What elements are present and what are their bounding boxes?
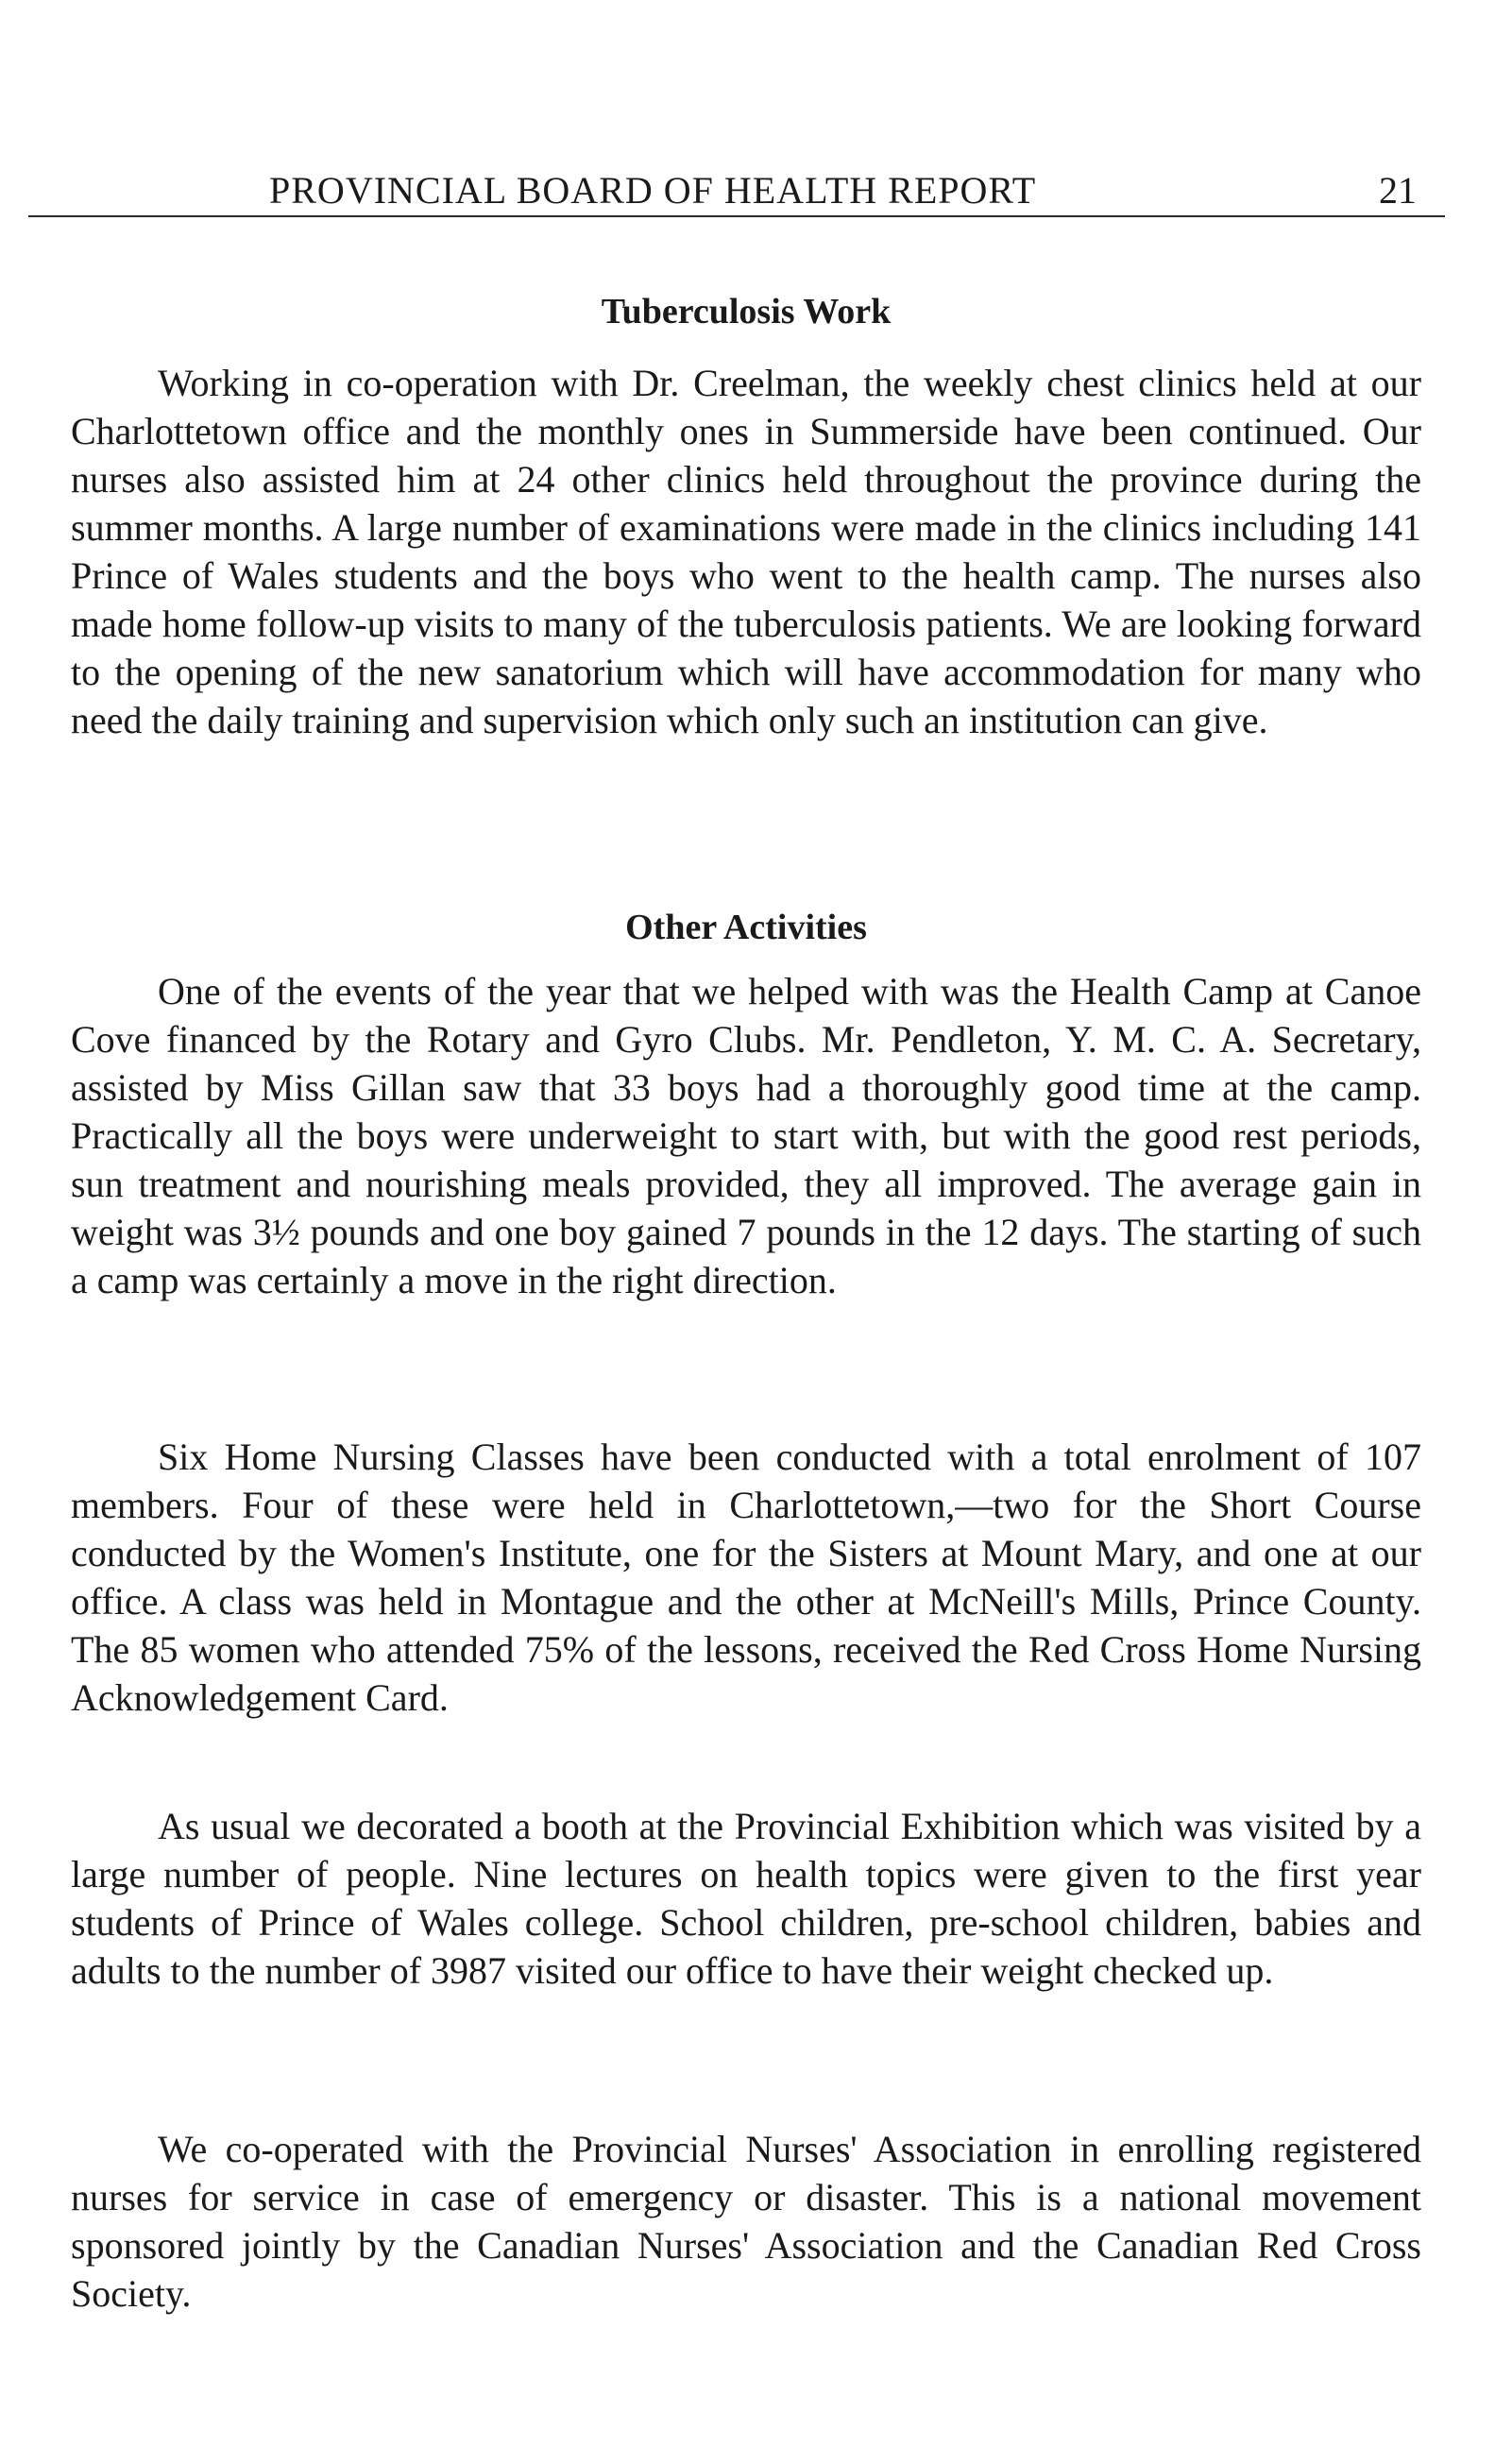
running-header: [28, 168, 1445, 217]
paragraph: Working in co-operation with Dr. Creelman, the weekly chest clinics held at our Charlottetown office and the monthly ones in Summerside have been continued. Our nurses also assisted him at 24 other clinics held throughout the province during the summer months. A large number of examinations were made in the clinics including 141 Prince of Wales students and the boys who went to the health camp. The nurses also made home follow-up visits to many of the tuberculosis patients. We are looking forward to the opening of the new sanatorium which will have accommodation for many who need the daily training and supervision which only such an institution can give.: [71, 362, 1421, 741]
running-title: PROVINCIAL BOARD OF HEALTH REPORT: [269, 169, 1037, 212]
paragraph: As usual we decorated a booth at the Provincial Exhibition which was visited by a large number of people. Nine lectures on health topics were given to the first year students of Prince of Wales college. School children, pre-school children, babies and adults to the number of 3987 visited our office to have their weight checked up.: [71, 1805, 1421, 1992]
paragraph-health-camp-block: [71, 967, 1421, 1304]
paragraph-nurses-association-block: [71, 2125, 1421, 2318]
section-heading-tuberculosis-work: Tuberculosis Work: [601, 292, 892, 331]
section-heading-other-activities: Other Activities: [625, 908, 867, 947]
paragraph-exhibition-block: [71, 1802, 1421, 1995]
paragraph-home-nursing-block: [71, 1433, 1421, 1722]
paragraph: Six Home Nursing Classes have been conducted with a total enrolment of 107 members. Four of these were held in Charlottetown,—two for the Short Course conducted by the Women's Institute, one for the Sisters at Mount Mary, and one at our office. A class was held in Montague and the other at McNeill's Mills, Prince County. The 85 women who attended 75% of the lessons, received the Red Cross Home Nursing Acknowledgement Card.: [71, 1436, 1421, 1719]
paragraph: One of the events of the year that we helped with was the Health Camp at Canoe Cove financed by the Rotary and Gyro Clubs. Mr. Pendleton, Y. M. C. A. Secretary, assisted by Miss Gillan saw that 33 boys had a thoroughly good time at the camp. Practically all the boys were underweight to start with, but with the good rest periods, sun treatment and nourishing meals provided, they all improved. The average gain in weight was 3½ pounds and one boy gained 7 pounds in the 12 days. The starting of such a camp was certainly a move in the right direction.: [71, 970, 1421, 1301]
section-body-tuberculosis-work: [71, 359, 1421, 744]
page-number: 21: [1379, 169, 1417, 212]
paragraph: We co-operated with the Provincial Nurses' Association in enrolling registered nurses for service in case of emergency or disaster. This is a national movement sponsored jointly by the Canadian Nurses' Association and the Canadian Red Cross Society.: [71, 2128, 1421, 2315]
